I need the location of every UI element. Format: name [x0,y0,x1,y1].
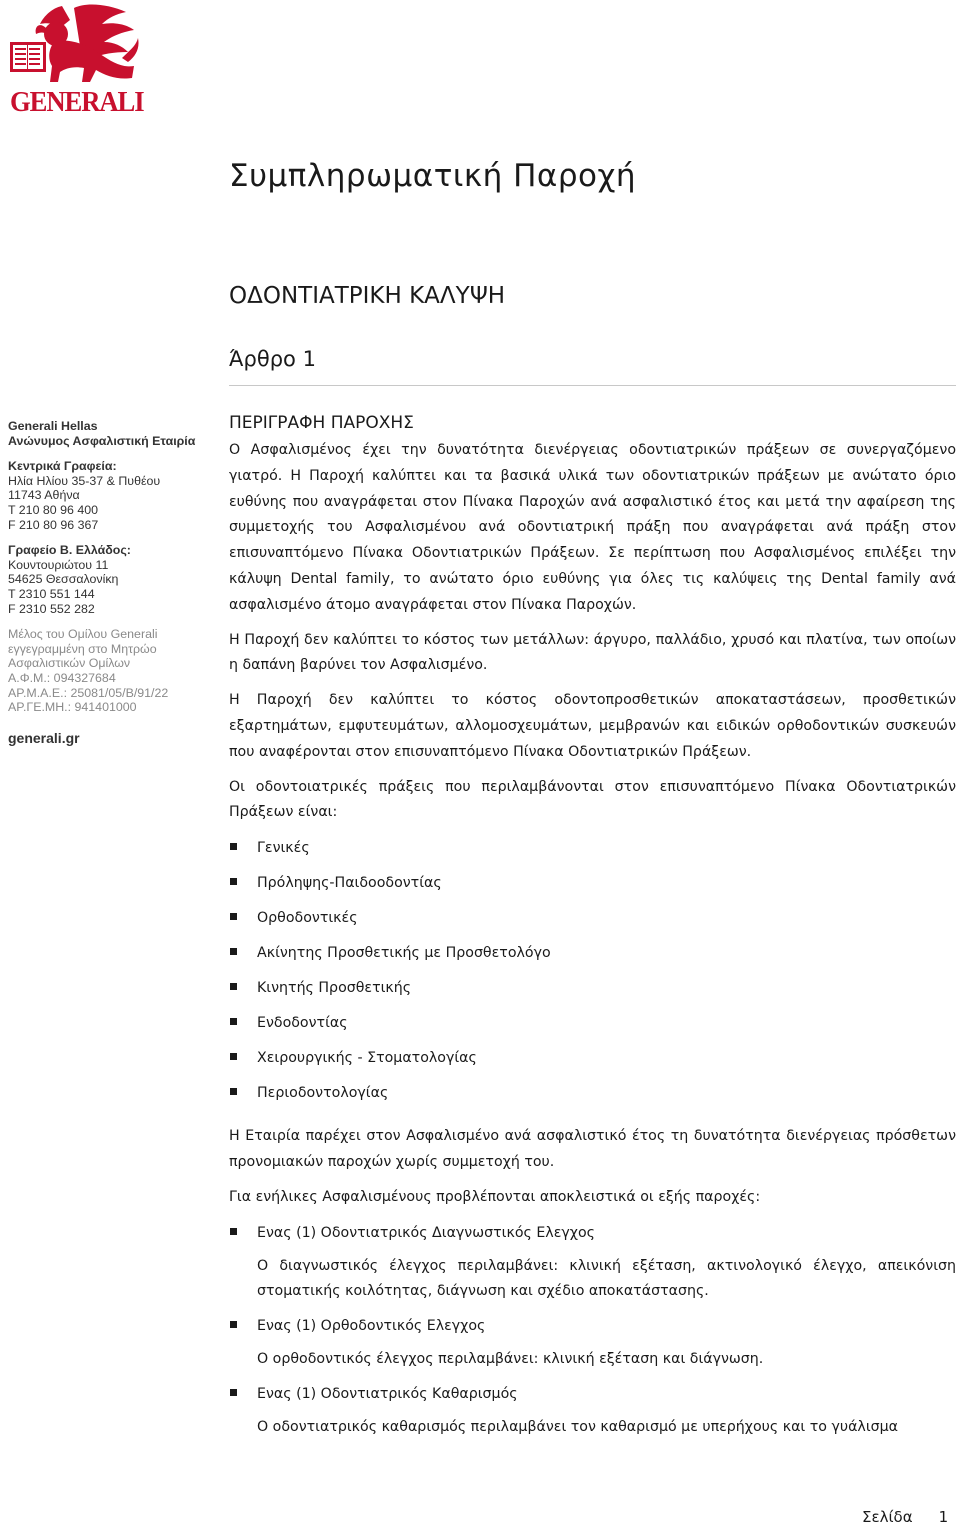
exclusion-prosthetics-paragraph: Η Παροχή δεν καλύπτει το κόστος οδοντοπροσθετικών αποκαταστάσεων, προσθετικών εξαρτημάτων, εμφυτευμάτων, αλλομοσχευμάτων, μεμβρανών και ειδικών ορθοδοντικών συσκευών που αναφέρονται στον επισυναπτόμενο Πίνακα Οδοντιατρικών Πράξεων. [229,692,956,760]
bullet-icon [230,948,237,955]
page-number: 1 [938,1508,949,1526]
north-office-line: T 2310 551 144 [8,586,95,601]
categories-list [229,835,956,1115]
category-label: Ορθοδοντικές [257,910,358,927]
headquarters-line: 11743 Αθήνα [8,488,80,503]
bullet-icon [230,1053,237,1060]
headquarters-label: Κεντρικά Γραφεία: [8,459,117,474]
categories-intro-paragraph: Οι οδοντοιατρικές πράξεις που περιλαμβάνονται στον επισυναπτόμενο Πίνακα Οδοντιατρικών Πράξεων είναι: [229,778,956,821]
registry-line: Μέλος του Ομίλου Generali [8,627,158,642]
section-heading: ΠΕΡΙΓΡΑΦΗ ΠΑΡΟΧΗΣ [229,413,414,433]
website-link[interactable]: generali.gr [8,729,80,746]
list-item [229,940,956,975]
list-item [229,870,956,905]
main-content [229,412,956,1449]
category-label: Πρόληψης-Παιδοοδοντίας [257,875,442,892]
category-label: Γενικές [257,840,310,857]
benefit-title: Ενας (1) Οδοντιατρικός Διαγνωστικός Ελεγχος [257,1224,595,1241]
extra-benefits-paragraph: Η Εταιρία παρέχει στον Ασφαλισμένο ανά ασφαλιστικό έτος τη δυνατότητα διενέργειας πρόσθετων προνομιακών παροχών χωρίς συμμετοχή του. [229,1128,956,1170]
logo-wordmark: GENERALI [10,86,144,118]
list-item [229,975,956,1010]
company-name-block [8,419,213,448]
registry-line: ΑΡ.ΓΕ.ΜΗ.: 941401000 [8,700,137,715]
registry-line: Α.Φ.Μ.: 094327684 [8,670,116,685]
list-item [229,1220,956,1246]
list-item [229,1313,956,1339]
list-item [229,835,956,870]
adult-benefits-intro: Για ενήλικες Ασφαλισμένους προβλέπονται αποκλειστικά οι εξής παροχές: [229,1188,761,1205]
registry-line: εγγεγραμμένη στο Μητρώο [8,641,157,656]
list-item [229,1045,956,1080]
company-name: Generali Hellas [8,419,98,433]
bullet-icon [230,1389,237,1396]
list-item [229,1381,956,1407]
bullet-icon [230,1321,237,1328]
north-office-line: Κουντουριώτου 11 [8,557,109,572]
bullet-icon [230,1018,237,1025]
article-number: Άρθρο 1 [229,347,316,371]
bullet-icon [230,1228,237,1235]
bullet-icon [230,913,237,920]
company-type: Ανώνυμος Ασφαλιστική Εταιρία [8,433,196,448]
bullet-icon [230,878,237,885]
bullet-icon [230,1088,237,1095]
page-label: Σελίδα [862,1508,913,1526]
headquarters-line: T 210 80 96 400 [8,502,99,517]
generali-logo [4,2,144,118]
page-title: Συμπληρωματική Παροχή [229,158,637,194]
category-label: Χειρουργικής - Στοματολογίας [257,1050,477,1067]
headquarters-line: F 210 80 96 367 [8,517,99,532]
benefit-title: Ενας (1) Οδοντιατρικός Καθαρισμός [257,1385,518,1402]
category-label: Ακίνητης Προσθετικής με Προσθετολόγο [257,945,551,962]
registry-block [8,627,213,715]
bullet-icon [230,983,237,990]
north-office-line: 54625 Θεσσαλονίκη [8,572,119,587]
north-office-block [8,543,213,616]
benefit-description: Ο οδοντιατρικός καθαρισμός περιλαμβάνει τον καθαρισμό με υπερήχους και το γυάλισμα [257,1418,898,1435]
north-office-label: Γραφείο Β. Ελλάδος: [8,543,131,558]
list-item [229,1080,956,1115]
bullet-icon [230,843,237,850]
registry-line: Ασφαλιστικών Ομίλων [8,656,131,671]
exclusion-metals-paragraph: Η Παροχή δεν καλύπτει το κόστος των μετάλλων: άργυρο, παλλάδιο, χρυσό και πλατίνα, των οποίων η δαπάνη βαρύνει τον Ασφαλισμένο. [229,631,956,674]
registry-line: ΑΡ.Μ.Α.Ε.: 25081/05/Β/91/22 [8,685,169,700]
benefit-title: Ενας (1) Ορθοδοντικός Ελεγχος [257,1318,486,1335]
title-divider [229,385,956,386]
winged-lion-icon [4,2,140,86]
description-paragraph: Ο Ασφαλισμένος έχει την δυνατότητα διενέργειας οδοντιατρικών πράξεων σε συνεργαζόμενο γιατρό. Η Παροχή καλύπτει και τα βασικά υλικά των οδοντιατρικών πράξεων με ανώτατο όριο ευθύνης που αναγράφεται στον Πίνακα Παροχών ανά ασφαλιστικό έτος και μετά την αφαίρεση της συμμετοχής του Ασφαλισμένου ανά οδοντιατρική πράξη που αναγράφεται ανά πράξη στον επισυναπτόμενο Πίνακα Οδοντιατρικών Πράξεων. Σε περίπτωση που Ασφαλισμένος επιλέξει την κάλυψη Dental family, το ανώτατο όριο ευθύνης για όλες τις καλύψεις της Dental family ανά ασφαλισμένο άτομο αναγράφεται στον Πίνακα Παροχών. [229,442,956,613]
page-subtitle: ΟΔΟΝΤΙΑΤΡΙΚΗ ΚΑΛΥΨΗ [229,283,506,309]
adult-benefits-list [229,1220,956,1441]
headquarters-line: Ηλία Ηλίου 35-37 & Πυθέου [8,473,161,488]
headquarters-block [8,459,213,532]
category-label: Περιοδοντολογίας [257,1085,389,1102]
company-sidebar [8,419,213,745]
list-item [229,1010,956,1045]
benefit-description: Ο ορθοδοντικός έλεγχος περιλαμβάνει: κλινική εξέταση και διάγνωση. [257,1351,764,1368]
category-label: Ενδοδοντίας [257,1015,348,1032]
north-office-line: F 2310 552 282 [8,601,95,616]
page-footer [862,1508,948,1526]
benefit-description: Ο διαγνωστικός έλεγχος περιλαμβάνει: κλινική εξέταση, ακτινολογικό έλεγχο, απεικόνιση στοματικής κοιλότητας, διάγνωση και σχέδιο αποκατάστασης. [257,1257,956,1300]
list-item [229,905,956,940]
category-label: Κινητής Προσθετικής [257,980,412,997]
